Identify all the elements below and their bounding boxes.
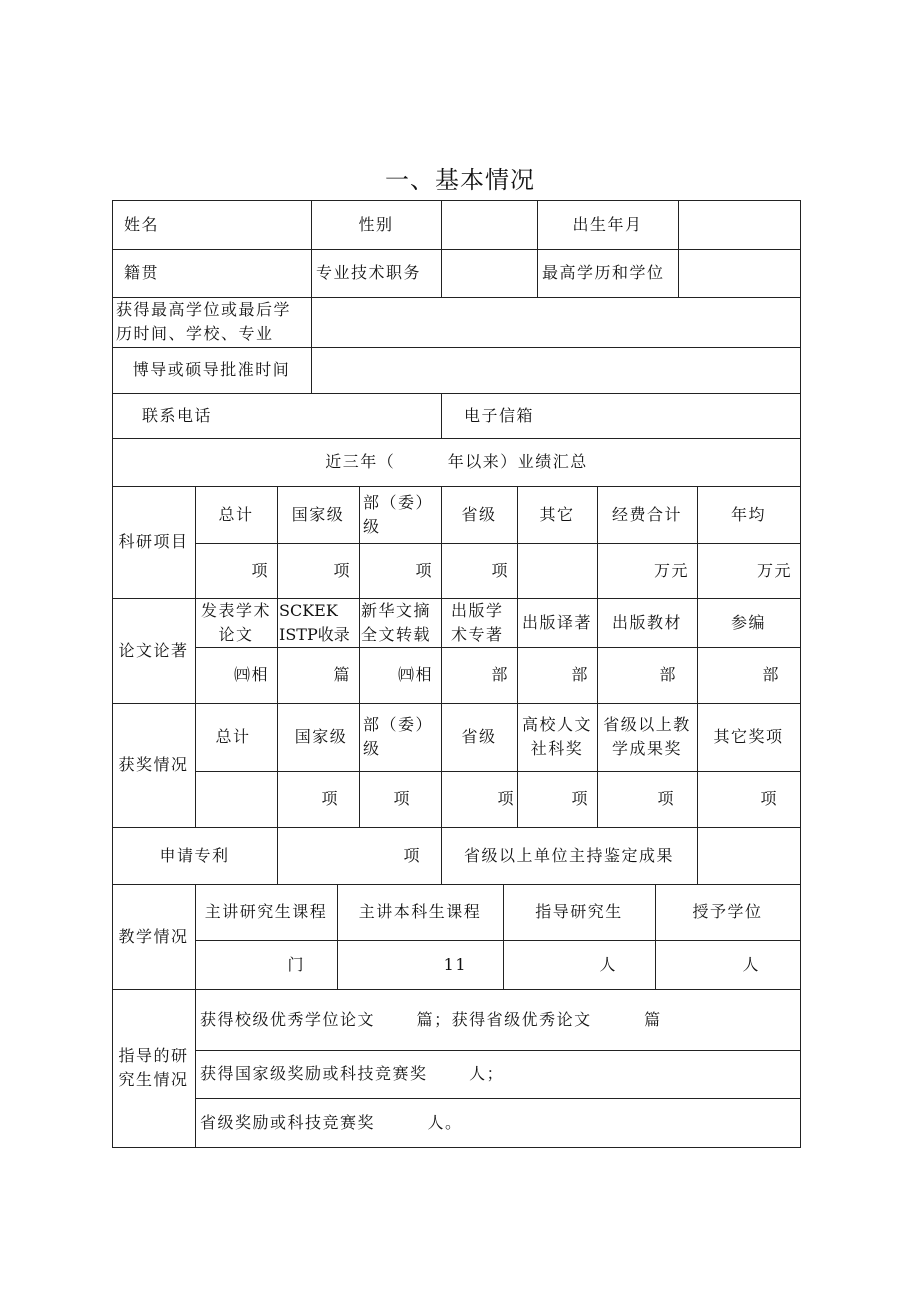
guidance-label-line-1: 指导的研 bbox=[118, 1046, 189, 1065]
appraisal-label: 省级以上单位主持鉴定成果 bbox=[463, 845, 674, 865]
awards-header-teaching-line-1: 省级以上教 bbox=[603, 715, 691, 734]
research-header-ministry-line-1: 部（委） bbox=[363, 492, 434, 512]
papers-label: 论文论著 bbox=[118, 640, 189, 660]
research-header-annual: 年均 bbox=[730, 504, 766, 524]
patent-label: 申请专利 bbox=[159, 845, 230, 865]
awards-header-province: 省级 bbox=[461, 727, 497, 746]
teaching-value-grad-course: 门 bbox=[287, 954, 305, 974]
papers-value-xinhua: ㈣相 bbox=[397, 665, 433, 684]
awards-value-province: 项 bbox=[497, 789, 515, 808]
research-value-province: 项 bbox=[491, 560, 509, 580]
teaching-header-degrees: 授予学位 bbox=[692, 902, 763, 921]
teaching-value-degrees: 人 bbox=[742, 954, 760, 974]
research-value-total: 项 bbox=[251, 560, 269, 580]
guidance-line-3: 省级奖励或科技竞赛奖 人。 bbox=[200, 1112, 463, 1132]
email-label: 电子信箱 bbox=[464, 405, 535, 425]
papers-header-xinhua-line-1: 新华文摘 bbox=[361, 600, 432, 620]
papers-value-index: 篇 bbox=[333, 665, 351, 684]
awards-value-teaching: 项 bbox=[657, 789, 675, 808]
papers-header-translation: 出版译著 bbox=[521, 612, 592, 632]
papers-value-translation: 部 bbox=[571, 665, 589, 684]
papers-value-monograph: 部 bbox=[491, 665, 509, 684]
papers-header-index bbox=[277, 598, 359, 647]
degree-label: 最高学历和学位 bbox=[542, 263, 665, 282]
rule bbox=[112, 1147, 801, 1148]
teaching-header-grad-course: 主讲研究生课程 bbox=[204, 902, 328, 921]
teaching-header-undergrad-course: 主讲本科生课程 bbox=[358, 902, 482, 921]
awards-value-humanities: 项 bbox=[571, 789, 589, 808]
papers-header-index-line-2: ISTP收录 bbox=[279, 624, 350, 644]
degree-info-line-2: 历时间、学校、专业 bbox=[116, 324, 274, 343]
awards-header-other: 其它奖项 bbox=[713, 727, 784, 746]
native-place-label: 籍贯 bbox=[124, 263, 160, 282]
awards-value-other: 项 bbox=[760, 789, 778, 808]
degree-info-label bbox=[116, 297, 311, 347]
awards-header-ministry-line-2: 级 bbox=[363, 739, 381, 758]
awards-value-ministry: 项 bbox=[393, 789, 411, 808]
birth-label: 出生年月 bbox=[572, 214, 643, 234]
papers-header-monograph-line-2: 术专著 bbox=[451, 624, 504, 644]
research-label: 科研项目 bbox=[118, 532, 189, 551]
research-header-other: 其它 bbox=[539, 504, 575, 524]
papers-header-monograph bbox=[451, 598, 517, 647]
papers-header-coeditor: 参编 bbox=[730, 612, 766, 632]
papers-value-academic: ㈣相 bbox=[233, 665, 269, 684]
rule bbox=[697, 827, 698, 885]
papers-header-index-line-1: SCKEK bbox=[279, 600, 338, 620]
awards-header-humanities bbox=[517, 703, 597, 771]
awards-header-humanities-line-1: 高校人文 bbox=[521, 715, 592, 734]
teaching-value-undergrad-course: 11 bbox=[443, 954, 467, 974]
awards-header-ministry-line-1: 部（委） bbox=[363, 715, 434, 734]
research-value-ministry: 项 bbox=[415, 560, 433, 580]
guidance-label bbox=[112, 989, 195, 1147]
rule bbox=[441, 393, 442, 439]
awards-header-humanities-line-2: 社科奖 bbox=[530, 739, 584, 758]
awards-header-teaching-line-2: 学成果奖 bbox=[611, 739, 682, 758]
awards-header-total: 总计 bbox=[215, 727, 251, 746]
title-label: 专业技术职务 bbox=[316, 263, 422, 282]
papers-value-coeditor: 部 bbox=[762, 665, 780, 684]
rule bbox=[800, 200, 801, 1148]
research-value-annual: 万元 bbox=[756, 560, 792, 580]
guidance-line-1: 获得校级优秀学位论文 篇；获得省级优秀论文 篇 bbox=[200, 1009, 662, 1029]
patent-unit: 项 bbox=[403, 845, 421, 865]
teaching-value-supervision: 人 bbox=[599, 954, 617, 974]
name-label: 姓名 bbox=[124, 214, 160, 234]
section-title: 一、基本情况 bbox=[385, 166, 535, 194]
summary-title: 近三年（ 年以来）业绩汇总 bbox=[325, 452, 588, 471]
research-header-ministry bbox=[363, 486, 441, 543]
teaching-header-supervision: 指导研究生 bbox=[535, 902, 623, 921]
papers-header-academic-line-1: 发表学术 bbox=[200, 600, 271, 620]
papers-header-textbook: 出版教材 bbox=[611, 612, 682, 632]
awards-header-ministry bbox=[363, 703, 441, 771]
rule bbox=[441, 200, 442, 298]
awards-label: 获奖情况 bbox=[118, 755, 189, 774]
gender-label: 性别 bbox=[358, 214, 394, 234]
research-value-funding: 万元 bbox=[653, 560, 689, 580]
research-header-ministry-line-2: 级 bbox=[363, 516, 381, 536]
guidance-label-line-2: 究生情况 bbox=[118, 1070, 189, 1089]
papers-header-xinhua bbox=[361, 598, 441, 647]
papers-value-textbook: 部 bbox=[659, 665, 677, 684]
awards-header-teaching bbox=[597, 703, 697, 771]
papers-header-xinhua-line-2: 全文转载 bbox=[361, 624, 432, 644]
guidance-line-2: 获得国家级奖励或科技竞赛奖 人； bbox=[200, 1064, 505, 1083]
research-header-funding: 经费合计 bbox=[611, 504, 682, 524]
research-header-total: 总计 bbox=[218, 504, 254, 524]
awards-header-national: 国家级 bbox=[294, 727, 348, 746]
supervisor-time-label: 博导或硕导批准时间 bbox=[132, 360, 291, 379]
papers-header-academic-line-2: 论文 bbox=[218, 624, 254, 644]
research-value-national: 项 bbox=[333, 560, 351, 580]
phone-label: 联系电话 bbox=[141, 405, 212, 425]
research-header-province: 省级 bbox=[461, 504, 497, 524]
papers-header-academic bbox=[195, 598, 277, 647]
teaching-label: 教学情况 bbox=[118, 926, 189, 946]
awards-value-national: 项 bbox=[321, 789, 339, 808]
rule bbox=[311, 297, 312, 394]
rule bbox=[678, 200, 679, 298]
research-header-national: 国家级 bbox=[291, 504, 345, 524]
degree-info-line-1: 获得最高学位或最后学 bbox=[116, 300, 292, 319]
papers-header-monograph-line-1: 出版学 bbox=[451, 600, 504, 620]
